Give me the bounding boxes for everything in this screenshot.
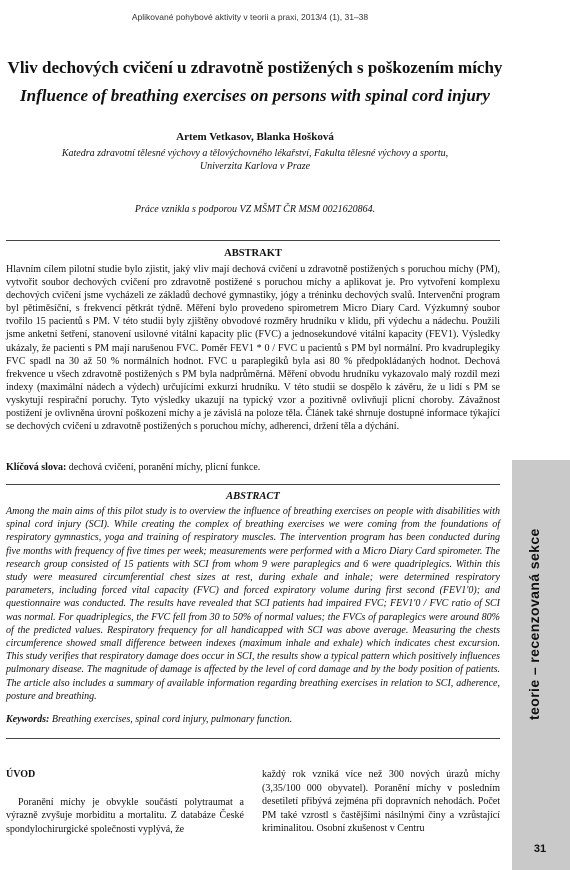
- page-number: 31: [533, 843, 547, 855]
- keywords-cz: [6, 462, 500, 473]
- divider-bottom: [6, 738, 500, 739]
- authors: Artem Vetkasov, Blanka Hošková: [176, 131, 334, 143]
- keywords-cz-text: dechová cvičení, poranění míchy, plicní funkce.: [68, 462, 261, 473]
- divider-top: [6, 240, 500, 241]
- sidebar-label: teorie – recenzovaná sekce: [526, 528, 542, 720]
- intro-left-text: Poranění míchy je obvykle součástí polytraumat a výrazně zvyšuje morbiditu a mortalitu. Z databáze České spondylochirurgické společnosti vyplývá, že: [6, 796, 244, 835]
- intro-right-text: každý rok vzniká více než 300 nových úrazů míchy (3,35/100 000 obyvatel). Poranění míchy v posledním desetiletí přibývá zejména při dopravních nehodách. Počet PM také vzrostl s častějšími násilnými činy a vzrůstající kriminalitou. Osobní zkušenost v Centru: [262, 769, 500, 834]
- abstract-en-heading: ABSTRACT: [226, 491, 280, 502]
- intro-right-column: [262, 768, 500, 836]
- keywords-en-label: Keywords:: [6, 714, 50, 725]
- divider-middle: [6, 484, 500, 485]
- support-note: Práce vznikla s podporou VZ MŠMT ČR MSM 0021620864.: [134, 204, 376, 215]
- intro-left-column: [6, 768, 244, 836]
- title-english: Influence of breathing exercises on persons with spinal cord injury: [20, 86, 490, 105]
- keywords-cz-label: Klíčová slova:: [6, 462, 67, 473]
- affiliation: Katedra zdravotní tělesné výchovy a tělovýchovného lékařství, Fakulta tělesné výchovy a sportu, Univerzita Karlova v Praze: [61, 148, 449, 172]
- keywords-en: [6, 714, 500, 725]
- abstract-en-text: Among the main aims of this pilot study is to overview the influence of breathing exercises on people with disabilities with spinal cord injury (SCI). While creating the complex of breathing exercises we were coming from the foundations of respiratory gymnastics, yoga and training of respiratory muscles. The intervention program has been conducted during five months with frequency of five times per week; measurements were performed with a Micro Diary Card spirometer. The research group consisted of 15 patients with SCI from whom 9 were paraplegics and 6 were quadriplegics. Within this study were measured circumferential chest sizes at rest, during exhale and inhale; were determined respiratory parameters, including forced vital capacity (FVC) and forced expiratory volume during first second (FEV1'0); and questionnaire was conducted. The results have revealed that SCI patients had impaired FVC; FEV1'0 / FVC ratio of SCI was normal. For quadriplegics, the FVC fell from 30 to 50% of normal values; the FVCs of paraplegics were around 80% of the predicted values. Respiratory frequency for all handicapped with SCI was above average. Measuring the chests circumference showed small difference between indexes (maximum inhale and exhale) which indicates chest excursion. This study verifies that respiratory damage does occur in SCI, the results show a typical pattern which positively influences pulmonary disease. The magnitude of damage is affected by the level of cord damage and by the body position of patients. The article also includes a summary of available information regarding breathing exercises in relation to SCI, adherence, posture and breathing.: [6, 506, 500, 702]
- running-head: Aplikované pohybové aktivity v teorii a praxi, 2013/4 (1), 31–38: [131, 12, 369, 22]
- keywords-en-text: Breathing exercises, spinal cord injury, pulmonary function.: [51, 714, 293, 725]
- intro-heading: ÚVOD: [6, 769, 36, 780]
- abstract-cz-heading: ABSTRAKT: [224, 248, 282, 259]
- abstract-cz-text: Hlavním cílem pilotní studie bylo zjistit, jaký vliv mají dechová cvičení u zdravotně postižených s poruchou míchy (PM), vytvořit soubor dechových cvičení pro zdravotně postižené s poruchou míchy a aplikovat je. Pro vytvoření komplexu dechových cvičení jsme vycházeli ze základů dechové gymnastiky, jógy a tréninku dechových svalů. Intervenční program byl pětiměsíční, s frekvencí pětkrát týdně. Měření bylo provedeno spirometrem Micro Diary Card. Výzkumný soubor tvořilo 15 pacientů s PM. V této studii byly zjištěny obvodové rozměry hrudníku v klidu, při výdechu a nádechu. Použili jsme anketní šetření, stanovení usilovné vitální kapacity plic (FVC) a jednosekundové vitální kapacity (FEV1). Výsledky ukázaly, že pacienti s PM mají narušenou FVC. Poměr FEV1 * 0 / FVC u pacientů s PM byl normální. Pro kvadruplegiky FVC spadl na 30 až 50 % normálních hodnot. FVC u paraplegiků byla asi 80 % předpokládaných hodnot. Dechová frekvence u všech zdravotně postižených s PM byla nadprůměrná. Měření obvodu hrudníku vykazovalo malý rozdíl mezi indexy (maximální nádech a výdech) určujícími exkurzi hrudníku. V této studii se dospělo k závěru, že u lidí s PM se vyskytují respirační poruchy. Tyto výsledky ukazují na typický vzor a pozitivně ovlivňují plicní choroby. Závažnost postižení je ovlivněna úrovní poškození míchy a je závislá na poloze těla. Článek také shrnuje dostupné informace týkající se dechových cvičení u zdravotně postižených s poruchou míchy, adherenci, držení těla a dýchání.: [6, 264, 500, 433]
- title-czech: Vliv dechových cvičení u zdravotně postižených s poškozením míchy: [7, 58, 503, 77]
